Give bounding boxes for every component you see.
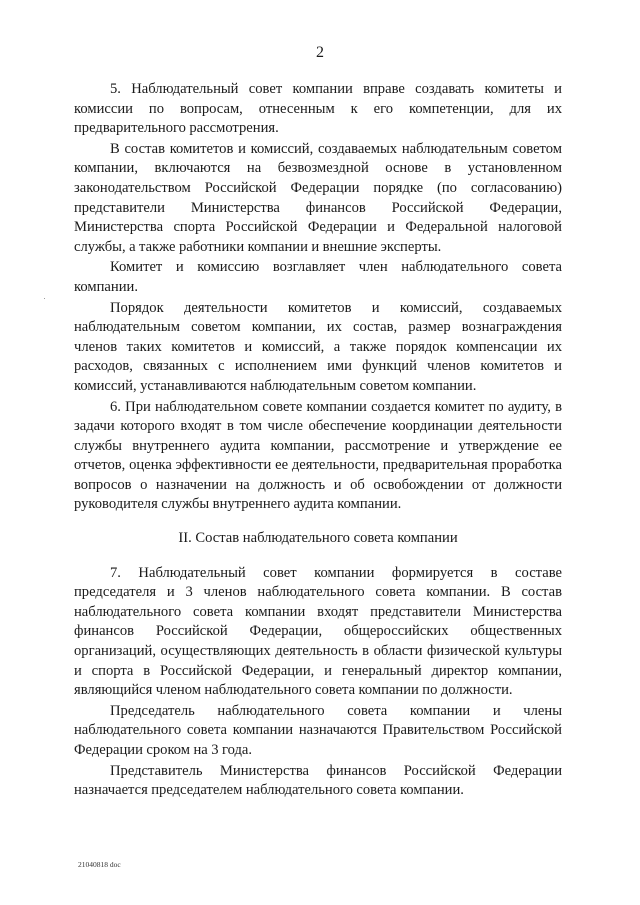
paragraph-appointment: Председатель наблюдательного совета компании и члены наблюдательного совета компании назначаются Правительством Российской Федерации сроком на 3 года. xyxy=(74,702,562,758)
footer-file-reference: 21040818 doc xyxy=(78,860,121,869)
paragraph-chairman: Представитель Министерства финансов Российской Федерации назначается председателем наблюдательного совета компании. xyxy=(74,762,562,799)
paragraph-committee-procedure: Порядок деятельности комитетов и комиссий, создаваемых наблюдательным советом компании, их состав, размер вознаграждения членов таких комитетов и комиссий, а также порядок компенсации их расходов, связанных с исполнением ими функций членов комитетов и комиссий, устанавливаются наблюдательным советом компании. xyxy=(74,299,562,394)
paragraph-5: 5. Наблюдательный совет компании вправе создавать комитеты и комиссии по вопросам, отнесенным к его компетенции, для их предварительного рассмотрения. xyxy=(74,81,562,137)
scan-speck xyxy=(44,298,45,299)
page-number: 2 xyxy=(316,44,324,61)
paragraph-committee-composition: В состав комитетов и комиссий, создаваемых наблюдательным советом компании, включаются на безвозмездной основе в установленном законодательством Российской Федерации порядке (по согласованию) представители Министерства финансов Российской Федерации, Министерства спорта Российской Федерации и Федеральной налоговой службы, а также работники компании и внешние эксперты. xyxy=(74,140,562,255)
section-heading: II. Состав наблюдательного совета компании xyxy=(178,530,458,547)
paragraph-7: 7. Наблюдательный совет компании формируется в составе председателя и 3 членов наблюдательного совета компании. В состав наблюдательного совета компании входят представители Министерства финансов Российской Федерации, общероссийских общественных организаций, осуществляющих деятельность в области физической культуры и спорта в Российской Федерации, и генеральный директор компании, являющийся членом наблюдательного совета компании по должности. xyxy=(74,564,562,699)
paragraph-committee-head: Комитет и комиссию возглавляет член наблюдательного совета компании. xyxy=(74,259,562,295)
document-body xyxy=(74,80,562,802)
paragraph-6: 6. При наблюдательном совете компании создается комитет по аудиту, в задачи которого входят в том числе обеспечение координации деятельности службы внутреннего аудита компании, рассмотрение и утверждение ее отчетов, оценка эффективности ее деятельности, предварительная проработка вопросов о назначении на должность и об освобождении от должности руководителя службы внутреннего аудита компании. xyxy=(74,398,562,513)
